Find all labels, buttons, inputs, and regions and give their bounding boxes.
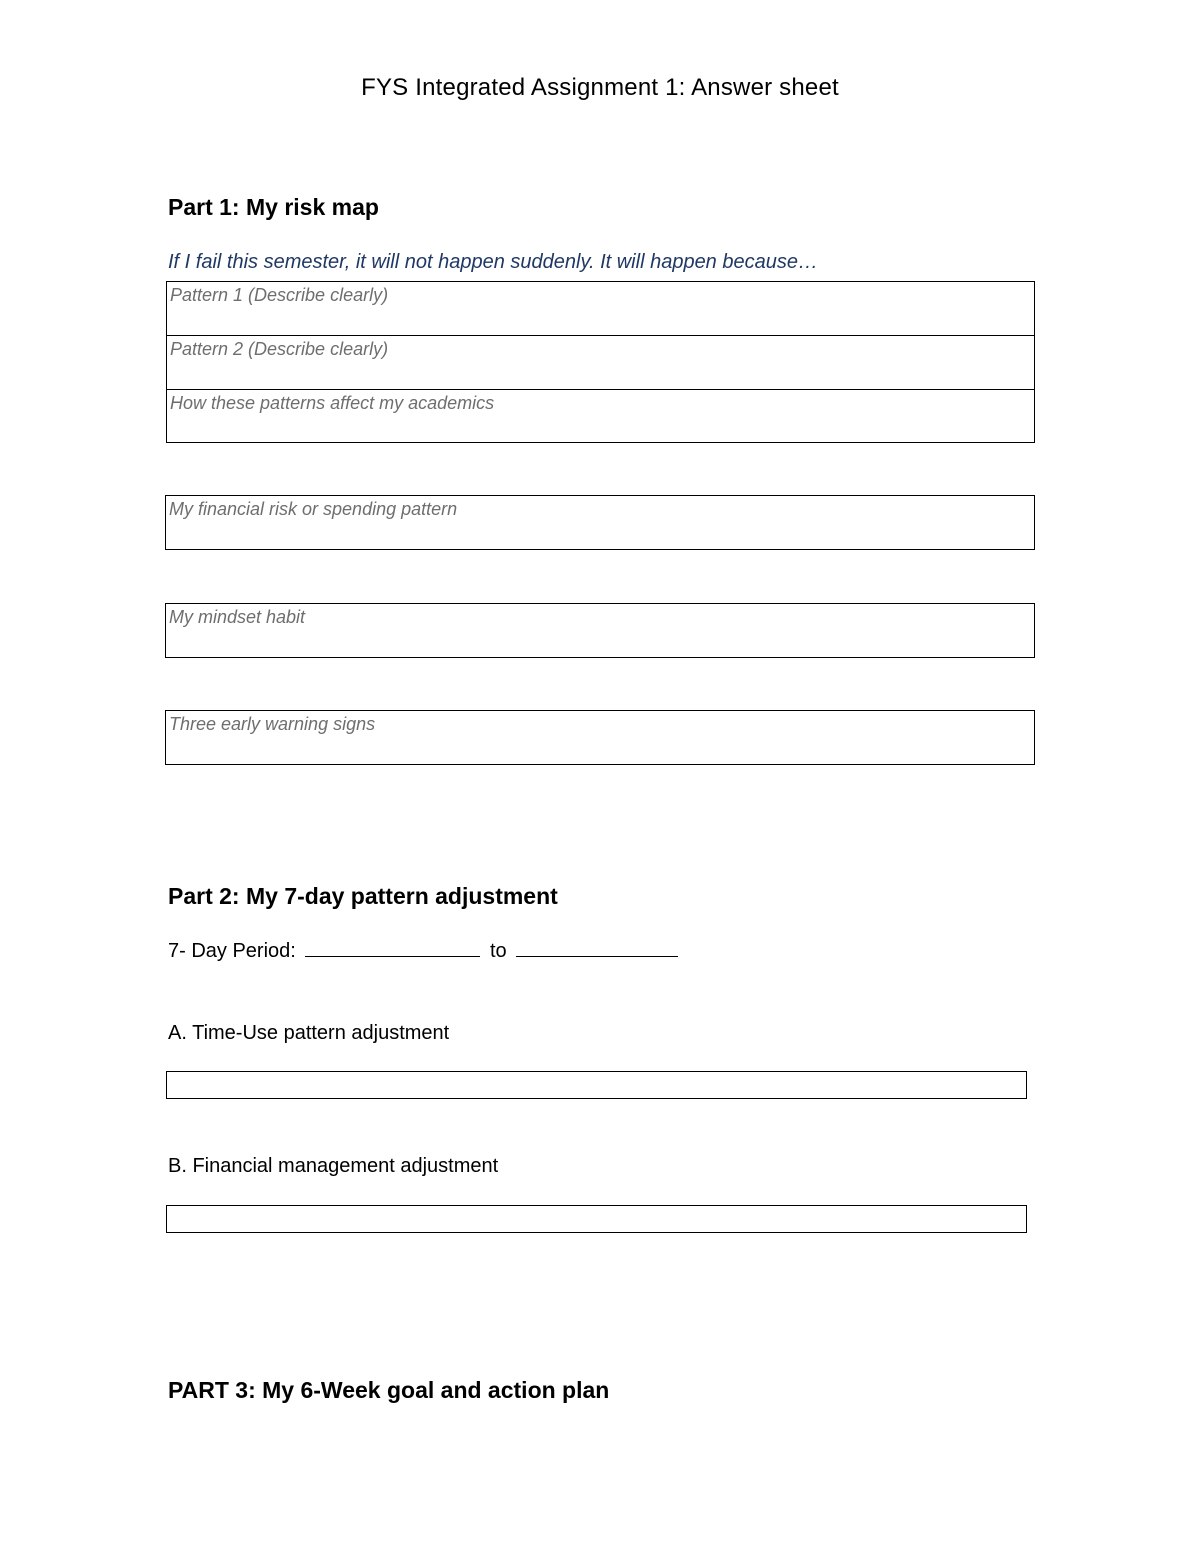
part2-heading: Part 2: My 7-day pattern adjustment — [168, 883, 558, 909]
academic-effect-field[interactable] — [167, 390, 1034, 444]
academic-effect-hint: How these patterns affect my academics — [170, 393, 495, 413]
document-title: FYS Integrated Assignment 1: Answer sheet — [361, 74, 839, 101]
mindset-habit-field[interactable] — [165, 603, 1035, 658]
period-label: 7- Day Period: — [168, 940, 296, 962]
financial-management-field[interactable] — [166, 1205, 1027, 1233]
period-to-label: to — [489, 940, 507, 962]
part3-heading: PART 3: My 6-Week goal and action plan — [168, 1377, 610, 1403]
warning-signs-hint: Three early warning signs — [169, 714, 376, 734]
pattern-2-hint: Pattern 2 (Describe clearly) — [170, 339, 389, 359]
financial-risk-hint: My financial risk or spending pattern — [169, 499, 458, 519]
warning-signs-field[interactable] — [165, 710, 1035, 765]
pattern-2-field[interactable] — [167, 336, 1034, 390]
time-use-field[interactable] — [166, 1071, 1027, 1099]
section-b-label: B. Financial management adjustment — [168, 1155, 499, 1177]
pattern-1-field[interactable] — [167, 282, 1034, 336]
mindset-habit-hint: My mindset habit — [169, 607, 306, 627]
period-end-blank[interactable] — [516, 955, 678, 957]
period-start-blank[interactable] — [305, 955, 480, 957]
part1-prompt: If I fail this semester, it will not happen suddenly. It will happen because… — [168, 251, 818, 273]
financial-risk-field[interactable] — [165, 495, 1035, 550]
risk-map-table — [166, 281, 1035, 443]
period-line — [168, 940, 682, 963]
part1-heading: Part 1: My risk map — [168, 194, 379, 220]
pattern-1-hint: Pattern 1 (Describe clearly) — [170, 285, 389, 305]
section-a-label: A. Time-Use pattern adjustment — [168, 1022, 450, 1044]
